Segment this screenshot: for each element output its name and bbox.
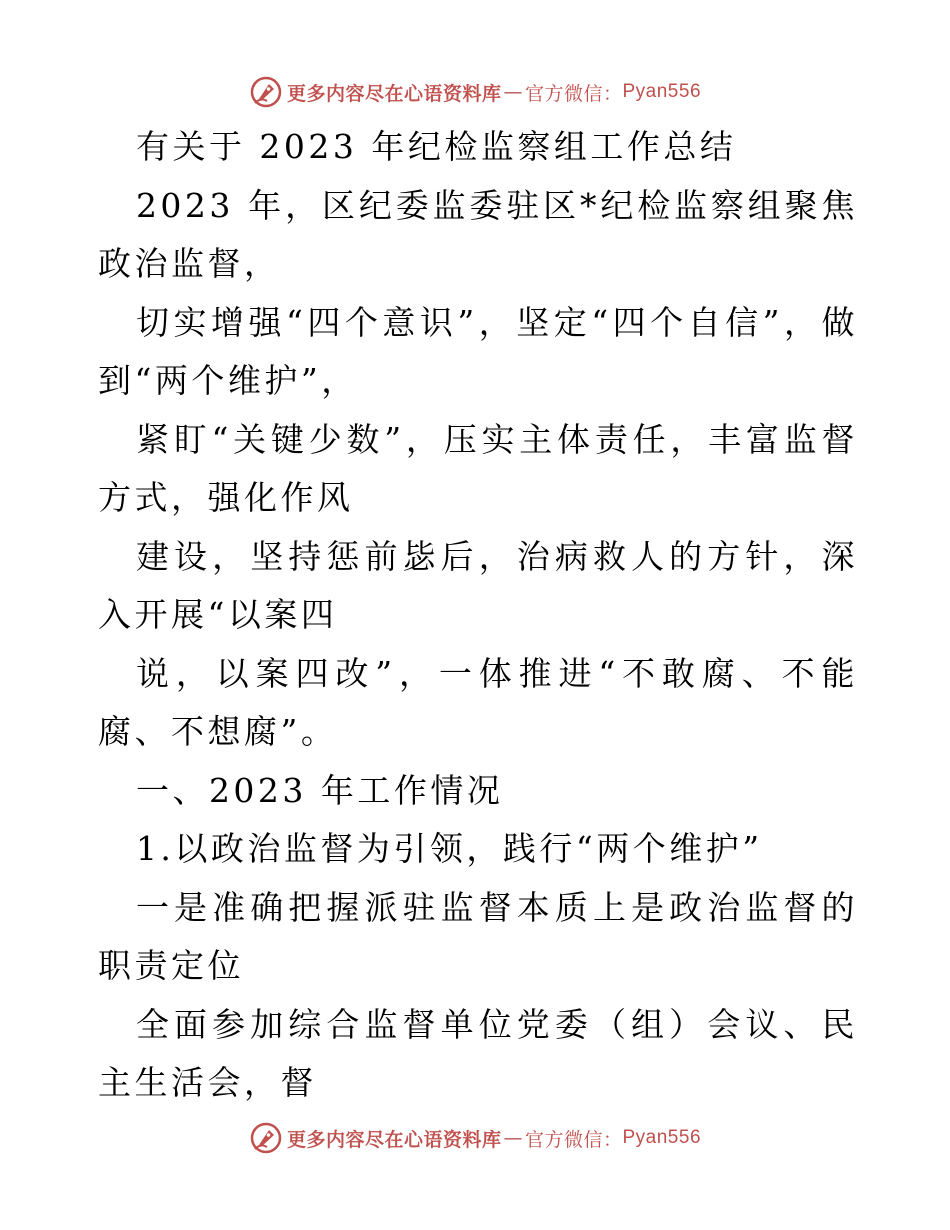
section-heading: 一、2023 年工作情况 bbox=[135, 770, 504, 810]
document-title: 有关于 2023 年纪检监察组工作总结 bbox=[135, 127, 737, 166]
banner-dash: — bbox=[503, 81, 523, 103]
banner-wechat-id: Pyan556 bbox=[622, 81, 702, 102]
pen-nib-logo-icon bbox=[249, 1121, 283, 1155]
pen-nib-logo-icon bbox=[249, 75, 283, 109]
paragraph: 全面参加综合监督单位党委（组）会议、民主生活会，督 bbox=[98, 1004, 858, 1102]
banner-text: 更多内容尽在心语资料库 bbox=[286, 1128, 502, 1151]
subsection-heading: 1.以政治监督为引领，践行“两个维护” bbox=[135, 829, 763, 868]
paragraph: 建设，坚持惩前毖后，治病救人的方针，深入开展“以案四 bbox=[98, 536, 858, 634]
paragraph: 2023 年，区纪委监委驻区*纪检监察组聚焦政治监督， bbox=[98, 185, 858, 283]
banner-dash: — bbox=[503, 1127, 523, 1149]
paragraph: 说，以案四改”，一体推进“不敢腐、不能腐、不想腐”。 bbox=[98, 653, 858, 751]
header-banner bbox=[0, 72, 950, 112]
banner-text: 更多内容尽在心语资料库 bbox=[286, 82, 502, 105]
banner-wechat-id: Pyan556 bbox=[622, 1127, 702, 1148]
footer-banner bbox=[0, 1118, 950, 1158]
banner-wechat-label: 官方微信： bbox=[524, 1128, 623, 1151]
paragraph: 紧盯“关键少数”，压实主体责任，丰富监督方式，强化作风 bbox=[98, 419, 858, 517]
paragraph: 一是准确把握派驻监督本质上是政治监督的职责定位 bbox=[98, 887, 858, 985]
document-body bbox=[98, 118, 858, 1113]
banner-wechat-label: 官方微信： bbox=[524, 82, 623, 105]
paragraph: 切实增强“四个意识”，坚定“四个自信”，做到“两个维护”， bbox=[98, 302, 858, 400]
